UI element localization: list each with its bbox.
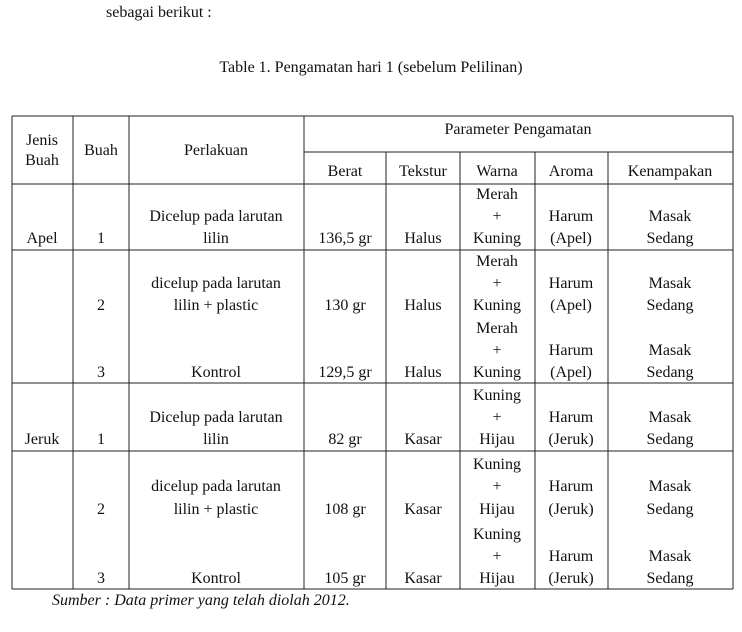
cell-warna-line1: Merah [476,253,518,270]
cell-warna-line1: Merah [476,186,518,203]
cell-tekstur: Halus [404,230,442,247]
cell-aroma-line2: (Apel) [550,230,592,247]
cell-perlakuan-line2: lilin + plastic [173,501,259,518]
header-warna: Warna [476,163,518,180]
cell-perlakuan-line1: Dicelup pada larutan [149,208,283,225]
cell-kenampakan-line1: Masak [648,208,692,225]
cell-aroma-line2: (Jeruk) [548,431,594,448]
table-caption: Table 1. Pengamatan hari 1 (sebelum Pelilinan) [219,59,523,76]
cell-warna-line3: Hijau [479,501,515,518]
source-note: Sumber : Data primer yang telah diolah 2012. [52,592,350,609]
table-row [25,387,694,448]
cell-buah: 1 [97,230,105,247]
table-row [97,456,694,518]
cell-perlakuan: Kontrol [191,570,241,587]
table-header [25,121,712,180]
cell-jenis: Apel [26,230,58,247]
cell-warna-line2: + [492,342,502,359]
cell-tekstur: Kasar [404,501,442,518]
cell-jenis: Jeruk [24,431,60,448]
cell-aroma-line1: Harum [548,342,594,359]
intro-text: sebagai berikut : [106,4,212,21]
cell-warna-line3: Kuning [473,230,521,247]
cell-berat: 82 gr [328,431,362,448]
cell-kenampakan-line2: Sedang [646,570,694,587]
cell-buah: 2 [97,297,105,314]
cell-perlakuan-line1: dicelup pada larutan [151,478,281,495]
cell-kenampakan-line2: Sedang [646,297,694,314]
cell-aroma-line2: (Jeruk) [548,570,594,587]
cell-aroma-line1: Harum [548,548,594,565]
cell-warna-line3: Kuning [473,297,521,314]
cell-perlakuan: Kontrol [191,364,241,381]
table-row [97,253,694,314]
cell-buah: 3 [97,570,105,587]
cell-warna-line1: Merah [476,320,518,337]
table-row [97,320,694,381]
header-berat: Berat [327,163,363,180]
header-aroma: Aroma [548,163,594,180]
cell-warna-line2: + [492,548,502,565]
cell-perlakuan-line2: lilin [203,230,229,247]
cell-tekstur: Kasar [404,570,442,587]
header-buah: Buah [84,142,118,159]
cell-berat: 108 gr [324,501,366,518]
cell-berat: 136,5 gr [318,230,372,247]
cell-berat: 105 gr [324,570,366,587]
cell-aroma-line2: (Apel) [550,364,592,381]
header-jenis-buah-line2: Buah [25,152,59,169]
cell-tekstur: Kasar [404,431,442,448]
header-jenis-buah-line1: Jenis [26,132,58,149]
header-kenampakan: Kenampakan [627,163,713,180]
cell-berat: 129,5 gr [318,364,372,381]
cell-warna-line1: Kuning [473,526,521,543]
cell-aroma-line1: Harum [548,478,594,495]
cell-kenampakan-line1: Masak [648,548,692,565]
cell-berat: 130 gr [324,297,366,314]
cell-kenampakan-line1: Masak [648,409,692,426]
cell-buah: 3 [97,364,105,381]
cell-warna-line1: Kuning [473,387,521,404]
cell-perlakuan-line2: lilin + plastic [173,297,259,314]
cell-kenampakan-line1: Masak [648,478,692,495]
cell-buah: 2 [97,501,105,518]
header-perlakuan: Perlakuan [184,142,248,159]
cell-aroma-line1: Harum [548,208,594,225]
table-grid [12,116,733,589]
cell-warna-line2: + [492,208,502,225]
cell-warna-line3: Hijau [479,431,515,448]
cell-warna-line2: + [492,409,502,426]
cell-kenampakan-line2: Sedang [646,364,694,381]
cell-kenampakan-line1: Masak [648,342,692,359]
header-parameter-pengamatan: Parameter Pengamatan [444,121,592,138]
cell-tekstur: Halus [404,364,442,381]
cell-warna-line2: + [492,478,502,495]
cell-warna-line1: Kuning [473,456,521,473]
cell-kenampakan-line2: Sedang [646,230,694,247]
cell-perlakuan-line1: Dicelup pada larutan [149,409,283,426]
cell-aroma-line1: Harum [548,275,594,292]
cell-buah: 1 [97,431,105,448]
cell-perlakuan-line2: lilin [203,431,229,448]
cell-kenampakan-line1: Masak [648,275,692,292]
table-row [97,526,694,587]
table-row [26,186,693,247]
cell-aroma-line2: (Apel) [550,297,592,314]
cell-warna-line3: Kuning [473,364,521,381]
cell-kenampakan-line2: Sedang [646,501,694,518]
cell-tekstur: Halus [404,297,442,314]
cell-warna-line3: Hijau [479,570,515,587]
cell-warna-line2: + [492,275,502,292]
cell-perlakuan-line1: dicelup pada larutan [151,275,281,292]
cell-aroma-line2: (Jeruk) [548,501,594,518]
cell-aroma-line1: Harum [548,409,594,426]
header-tekstur: Tekstur [399,163,447,180]
cell-kenampakan-line2: Sedang [646,431,694,448]
